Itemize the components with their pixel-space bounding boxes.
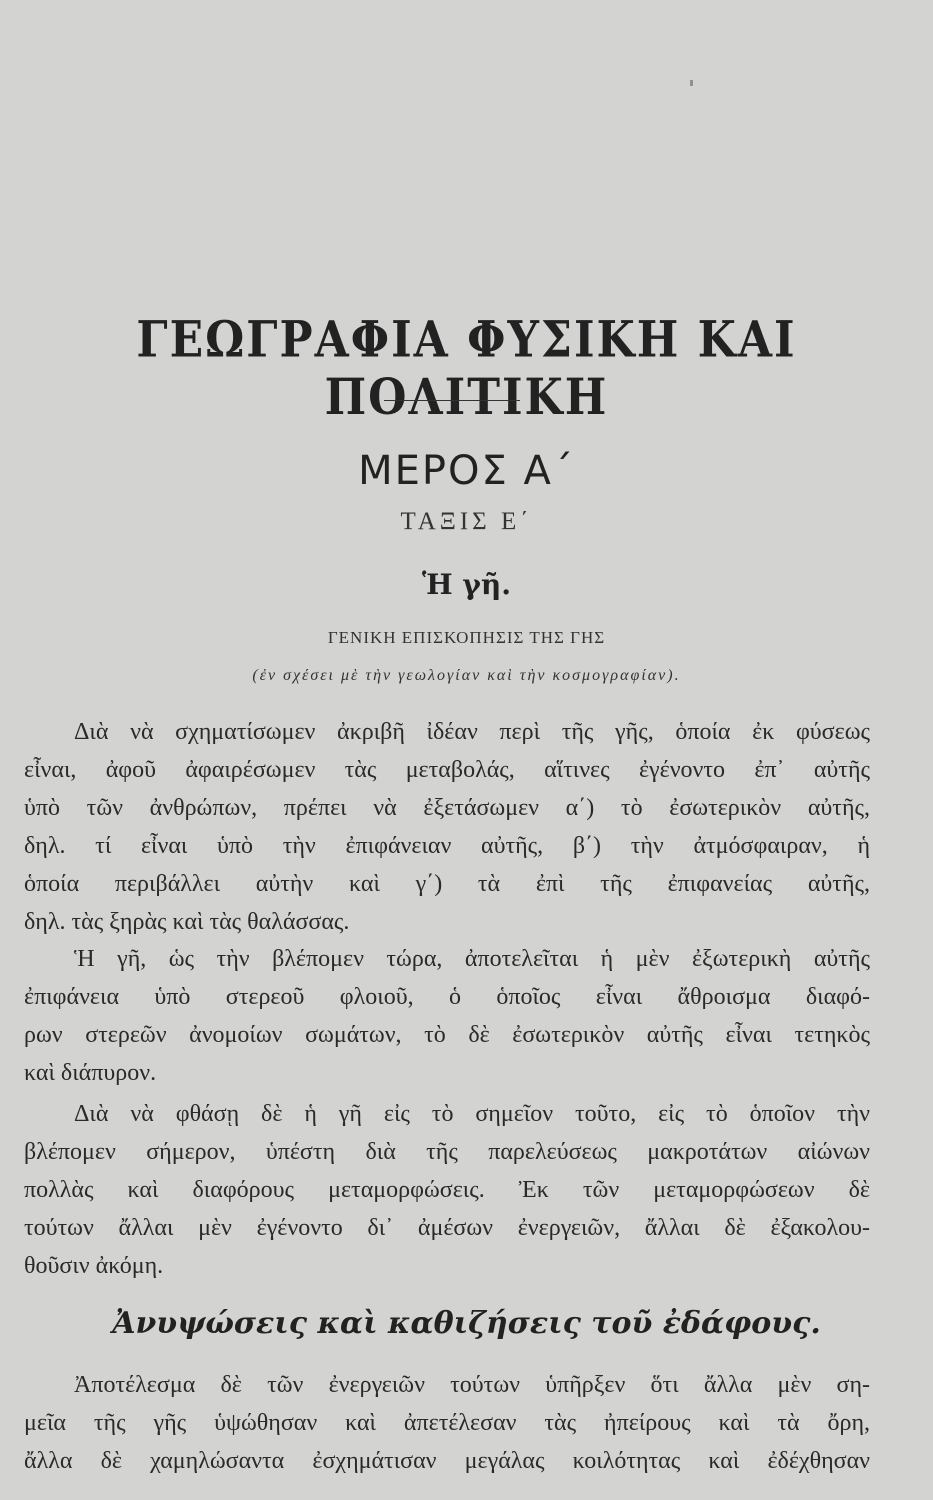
section-heading: ΓΕΝΙΚΗ ΕΠΙΣΚΟΠΗΣΙΣ ΤΗΣ ΓΗΣ [327, 628, 606, 647]
text-line: Ἀποτέλεσμα δὲ τῶν ἐνεργειῶν τούτων ὑπῆρξεν ὅτι ἄλλα μὲν ση- [74, 1372, 870, 1398]
subsection-heading: Ἀνυψώσεις καὶ καθιζήσεις τοῦ ἐδάφους. [112, 1306, 821, 1341]
text-line: ὑπὸ τῶν ἀνθρώπων, πρέπει νὰ ἐξετάσωμεν α΄) τὸ ἐσωτερικὸν αὐτῆς, [24, 795, 870, 821]
text-line: Διὰ νὰ φθάσῃ δὲ ἡ γῆ εἰς τὸ σημεῖον τοῦτο, εἰς τὸ ὁποῖον τὴν [74, 1101, 870, 1127]
chapter-title: Ἡ γῆ. [422, 568, 511, 601]
ink-speck [690, 80, 693, 86]
text-line: δηλ. τί εἶναι ὑπὸ τὴν ἐπιφάνειαν αὐτῆς, β΄) τὴν ἀτμόσφαιραν, ἡ [24, 833, 870, 859]
paragraph-2 [24, 940, 870, 1092]
text-line: ἄλλα δὲ χαμηλώσαντα ἐσχημάτισαν μεγάλας κοιλότητας καὶ ἐδέχθησαν [24, 1448, 870, 1474]
class-heading: ΤΑΞΙΣ Ε΄ [400, 508, 533, 535]
text-line: ἐπιφάνεια ὑπὸ στερεοῦ φλοιοῦ, ὁ ὁποῖος εἶναι ἄθροισμα διαφό- [24, 984, 870, 1010]
text-line: μεῖα τῆς γῆς ὑψώθησαν καὶ ἀπετέλεσαν τὰς ἠπείρους καὶ τὰ ὄρη, [24, 1410, 870, 1436]
paragraph-1 [24, 713, 870, 941]
text-line: ὁποία περιβάλλει αὐτὴν καὶ γ΄) τὰ ἐπὶ τῆς ἐπιφανείας αὐτῆς, [24, 871, 870, 897]
section-note: (ἐν σχέσει μὲ τὴν γεωλογίαν καὶ τὴν κοσμογραφίαν). [252, 667, 681, 684]
text-line: Διὰ νὰ σχηματίσωμεν ἀκριβῆ ἰδέαν περὶ τῆς γῆς, ὁποία ἐκ φύσεως [74, 719, 870, 745]
paragraph-4 [24, 1366, 870, 1480]
text-line: πολλὰς καὶ διαφόρους μεταμορφώσεις. Ἐκ τῶν μεταμορφώσεων δὲ [24, 1177, 870, 1203]
text-line: θοῦσιν ἀκόμη. [24, 1253, 164, 1279]
text-line: Ἡ γῆ, ὡς τὴν βλέπομεν τώρα, ἀποτελεῖται ἡ μὲν ἐξωτερικὴ αὐτῆς [74, 946, 870, 972]
text-line: ρων στερεῶν ἀνομοίων σωμάτων, τὸ δὲ ἐσωτερικὸν αὐτῆς εἶναι τετηκὸς [24, 1022, 870, 1048]
text-line: εἶναι, ἀφοῦ ἀφαιρέσωμεν τὰς μεταβολάς, αἵτινες ἐγένοντο ἐπ᾿ αὐτῆς [24, 757, 870, 783]
text-line: βλέπομεν σήμερον, ὑπέστη διὰ τῆς παρελεύσεως μακροτάτων αἰώνων [24, 1139, 870, 1165]
part-heading: ΜΕΡΟΣ Α΄ [358, 448, 575, 494]
book-title: ΓΕΩΓΡΑΦΙΑ ΦΥΣΙΚΗ ΚΑΙ ΠΟΛΙΤΙΚΗ [136, 311, 797, 427]
title-divider [384, 400, 520, 401]
text-line: καὶ διάπυρον. [24, 1060, 157, 1086]
paragraph-3 [24, 1095, 870, 1285]
text-line: δηλ. τὰς ξηρὰς καὶ τὰς θαλάσσας. [24, 909, 350, 935]
text-line: τούτων ἄλλαι μὲν ἐγένοντο δι᾿ ἀμέσων ἐνεργειῶν, ἄλλαι δὲ ἐξακολου- [24, 1215, 870, 1241]
